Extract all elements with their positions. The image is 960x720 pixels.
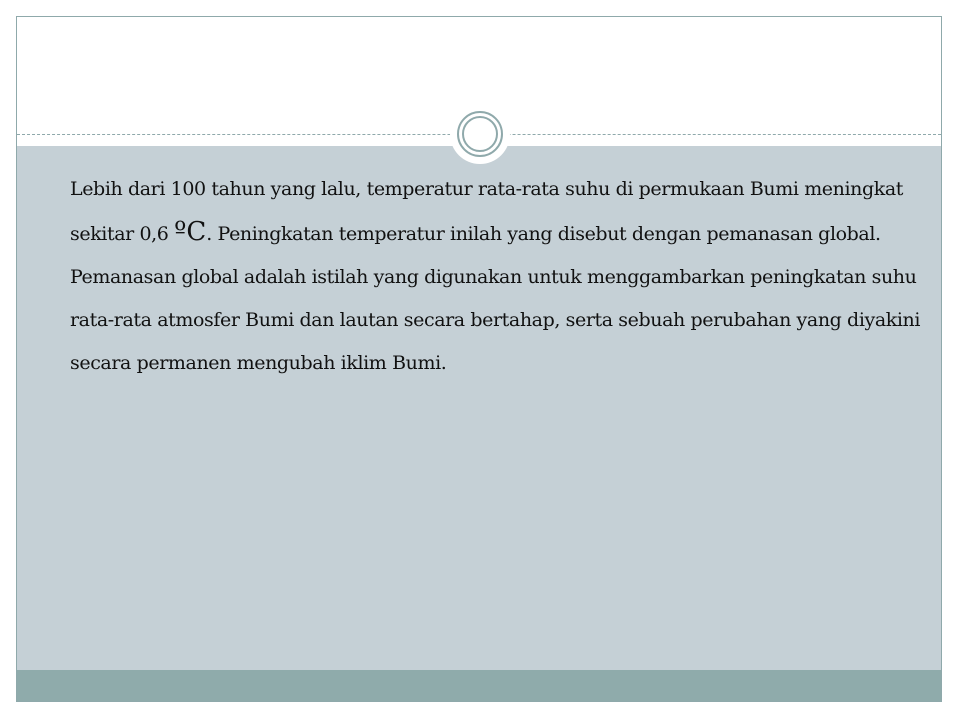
body-text-part-2: . Peningkatan temperatur inilah yang disebut dengan pemanasan global. Pemanasan global adalah istilah yang digunakan untuk menggambarkan peningkatan suhu rata-rata atmosfer Bumi dan lautan secara bertahap, serta sebuah perubahan yang diyakini secara permanen mengubah iklim Bumi. <box>70 223 921 374</box>
footer-band <box>17 670 941 701</box>
body-text-part-1: Lebih dari 100 tahun yang lalu, temperatur rata-rata suhu di permukaan Bumi meningkat sekitar 0,6 <box>70 178 904 245</box>
circle-ornament-inner <box>462 116 498 152</box>
temperature-unit: ºC <box>174 217 207 247</box>
body-paragraph <box>70 168 930 385</box>
